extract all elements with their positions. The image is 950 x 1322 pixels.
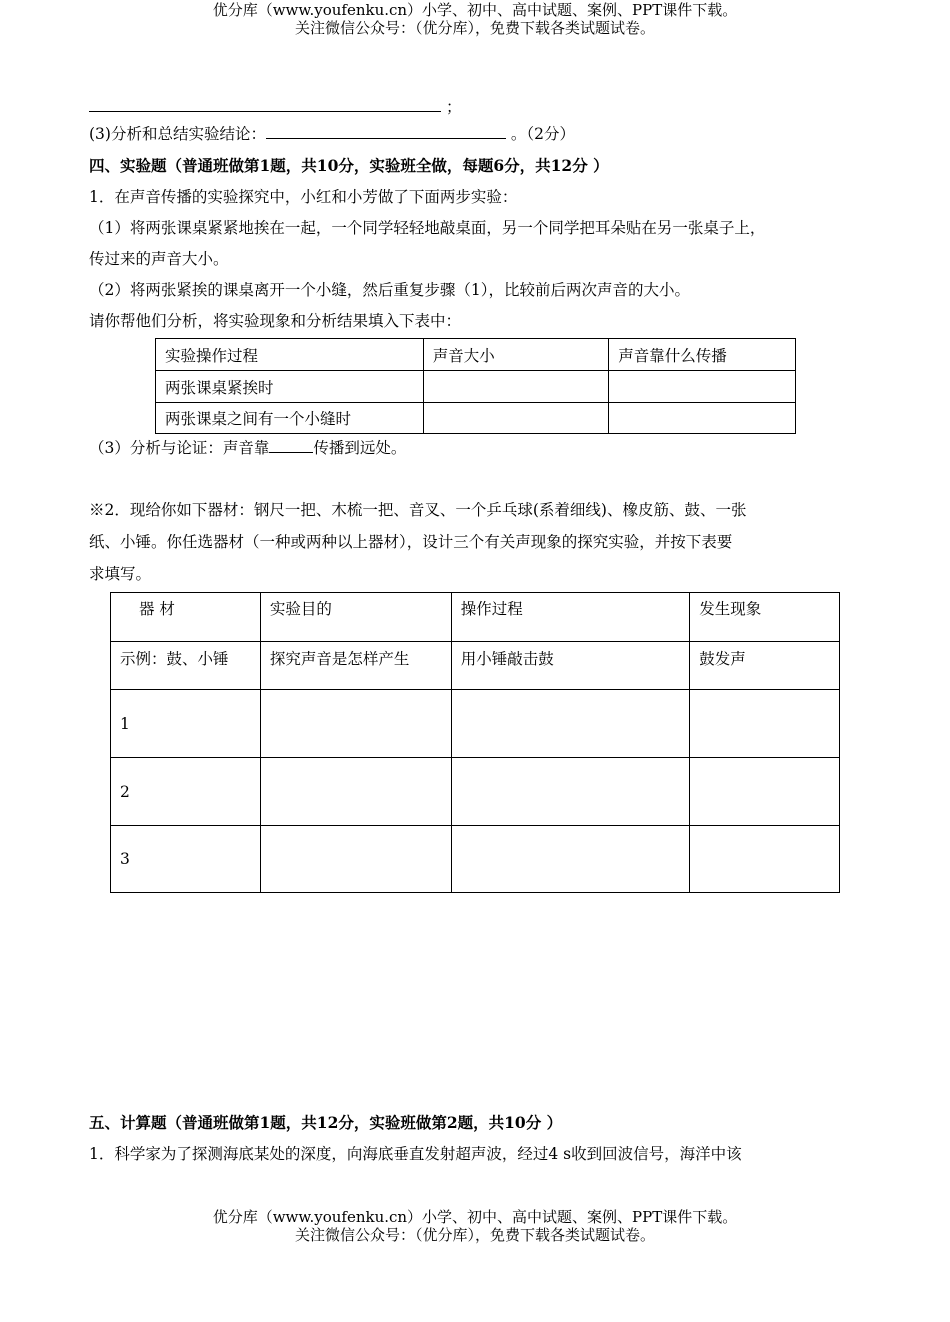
table-header-cell: 实验操作过程 <box>156 339 424 371</box>
conclusion-blank[interactable] <box>266 124 506 139</box>
table-cell: 用小锤敲击鼓 <box>451 642 690 690</box>
row-number: 3 <box>111 826 261 893</box>
q1-step3-suffix: 传播到远处。 <box>313 439 407 457</box>
q3-suffix: 。（2分） <box>510 125 576 143</box>
table-row <box>111 826 840 893</box>
table-header-cell: 声音靠什么传播 <box>609 339 796 371</box>
table-row <box>111 690 840 758</box>
answer-cell[interactable] <box>609 403 796 434</box>
answer-cell[interactable] <box>609 371 796 403</box>
q2-line3: 求填写。 <box>89 565 152 583</box>
answer-cell[interactable] <box>451 758 690 826</box>
answer-blank-tail: ； <box>445 98 462 116</box>
answer-cell[interactable] <box>260 758 451 826</box>
answer-cell[interactable] <box>451 826 690 893</box>
table-header-cell: 声音大小 <box>423 339 609 371</box>
experiment-table-1 <box>155 338 796 434</box>
table-row <box>111 758 840 826</box>
part5-q1: 1．科学家为了探测海底某处的深度，向海底垂直发射超声波，经过4 s收到回波信号，海洋中该 <box>89 1145 742 1163</box>
answer-cell[interactable] <box>423 371 609 403</box>
section-4-title: 四、实验题（普通班做第1题，共10分，实验班全做，每题6分，共12分 ） <box>89 156 609 175</box>
answer-cell[interactable] <box>690 758 840 826</box>
table-header-cell: 发生现象 <box>690 593 840 642</box>
table-row <box>156 403 796 434</box>
answer-cell[interactable] <box>451 690 690 758</box>
table-header-cell: 实验目的 <box>260 593 451 642</box>
answer-blank[interactable] <box>89 97 441 112</box>
table-cell: 两张课桌之间有一个小缝时 <box>156 403 424 434</box>
page-footer-line1: 优分库（www.youfenku.cn）小学、初中、高中试题、案例、PPT课件下载。 <box>212 1208 738 1226</box>
table-cell: 两张课桌紧挨时 <box>156 371 424 403</box>
q3-prefix: (3)分析和总结实验结论： <box>89 125 266 143</box>
question-3-conclusion <box>89 124 575 144</box>
table-header-cell: 操作过程 <box>451 593 690 642</box>
table-cell: 探究声音是怎样产生 <box>260 642 451 690</box>
answer-cell[interactable] <box>423 403 609 434</box>
table-header-row <box>156 339 796 371</box>
page-header-line2: 关注微信公众号：（优分库），免费下载各类试题试卷。 <box>294 19 655 37</box>
q1-step3 <box>89 438 406 458</box>
answer-cell[interactable] <box>690 690 840 758</box>
answer-blank-line <box>89 97 461 117</box>
q1-step3-prefix: （3）分析与论证：声音靠 <box>89 439 270 457</box>
page-footer-line2: 关注微信公众号：（优分库），免费下载各类试题试卷。 <box>294 1226 655 1244</box>
table-header-row <box>111 593 840 642</box>
row-number: 2 <box>111 758 261 826</box>
answer-cell[interactable] <box>260 690 451 758</box>
table-header-cell: 器 材 <box>111 593 261 642</box>
q2-line1: ※2．现给你如下器材：钢尺一把、木梳一把、音叉、一个乒乓球(系着细线)、橡皮筋、鼓、一张 <box>89 501 747 519</box>
q1-request: 请你帮他们分析，将实验现象和分析结果填入下表中： <box>89 312 462 330</box>
answer-cell[interactable] <box>690 826 840 893</box>
q1-step1-b: 传过来的声音大小。 <box>89 250 229 268</box>
table-cell: 鼓发声 <box>690 642 840 690</box>
experiment-table-2 <box>110 592 840 893</box>
table-cell: 示例：鼓、小锤 <box>111 642 261 690</box>
row-number: 1 <box>111 690 261 758</box>
q1-step2: （2）将两张紧挨的课桌离开一个小缝，然后重复步骤（1），比较前后两次声音的大小。 <box>89 281 690 299</box>
medium-blank[interactable] <box>269 438 313 453</box>
answer-cell[interactable] <box>260 826 451 893</box>
table-row-example <box>111 642 840 690</box>
q2-line2: 纸、小锤。你任选器材（一种或两种以上器材），设计三个有关声现象的探究实验，并按下表要 <box>89 533 733 551</box>
q1-intro: 1．在声音传播的实验探究中，小红和小芳做了下面两步实验： <box>89 188 518 206</box>
section-5-title: 五、计算题（普通班做第1题，共12分，实验班做第2题，共10分 ） <box>89 1113 563 1132</box>
table-row <box>156 371 796 403</box>
q1-step1-a: （1）将两张课桌紧紧地挨在一起，一个同学轻轻地敲桌面，另一个同学把耳朵贴在另一张桌子上， <box>89 219 766 237</box>
page-header-line1: 优分库（www.youfenku.cn）小学、初中、高中试题、案例、PPT课件下载。 <box>212 1 738 19</box>
